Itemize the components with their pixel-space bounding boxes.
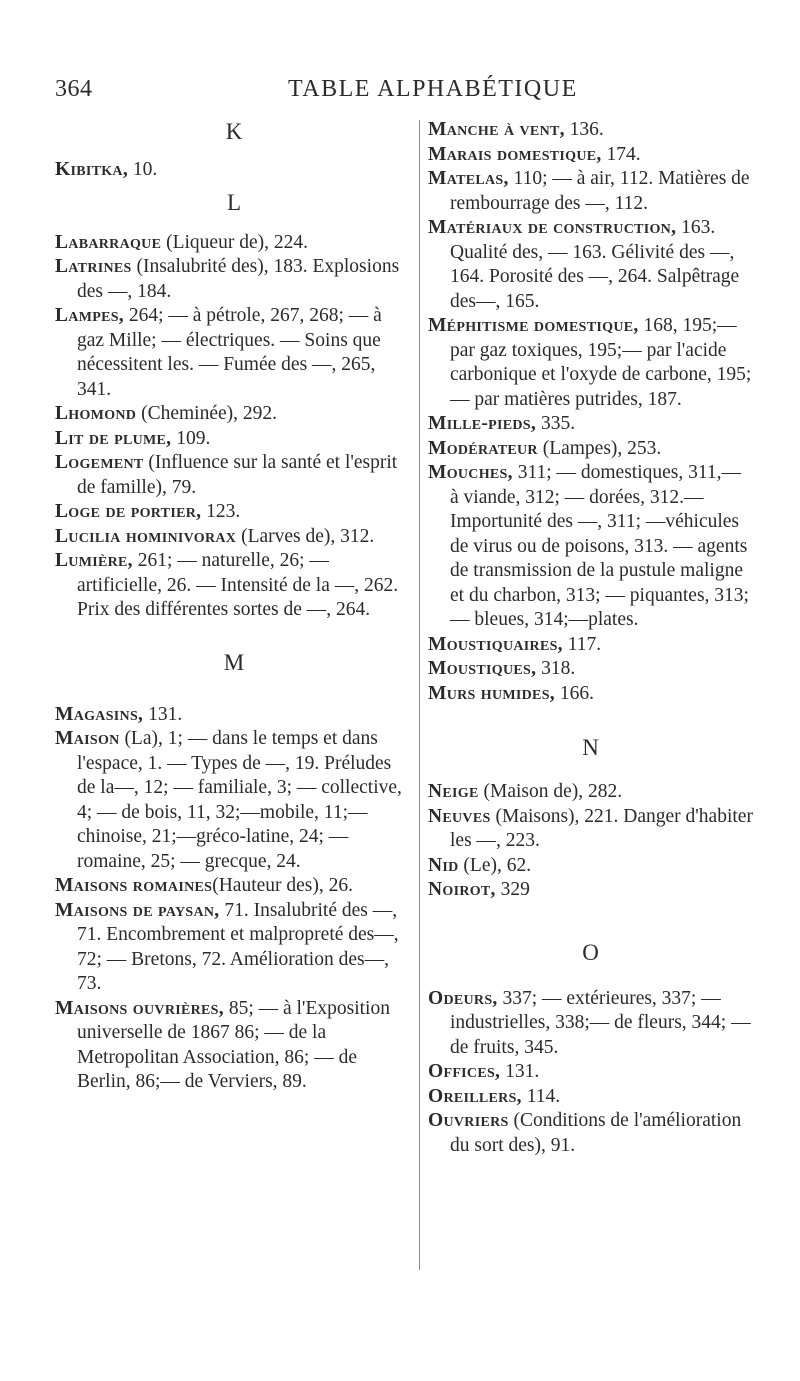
entry-heading: Labarraque xyxy=(55,231,162,253)
index-entry xyxy=(428,1085,753,1110)
index-entry xyxy=(55,255,413,304)
entry-references: (La), 1; — dans le temps et dans l'espace, 1. — Types de —, 19. Préludes de la—, 12; — familiale, 3; — collective, 4; — de bois, 11, 32;—mobile, 11;— chinoise, 21;—gréco-latine, 24; — romaine, 25; — grecque, 24. xyxy=(77,728,402,872)
index-entry xyxy=(55,549,413,623)
entry-references: 174. xyxy=(601,143,641,165)
right-column xyxy=(428,118,753,1158)
index-entry xyxy=(55,304,413,402)
entry-heading: Noirot, xyxy=(428,879,496,900)
entry-heading: Moustiques, xyxy=(428,658,537,679)
index-entry xyxy=(55,525,413,550)
section-letter-n: N xyxy=(582,735,599,760)
entry-references: (Lampes), 253. xyxy=(537,437,662,459)
index-entry xyxy=(55,874,413,899)
entry-heading: Modérateur xyxy=(428,437,538,459)
section-m-continued-entries xyxy=(428,118,753,706)
entry-heading: Ouvriers xyxy=(428,1110,509,1131)
entry-heading: Matelas, xyxy=(428,168,509,189)
index-entry xyxy=(428,1109,753,1158)
section-n-entries xyxy=(428,780,753,903)
index-entry xyxy=(428,118,753,143)
entry-references: 131. xyxy=(143,703,183,725)
entry-references: (Liqueur de), 224. xyxy=(161,231,308,253)
index-entry xyxy=(428,1060,753,1085)
entry-heading: Matériaux de construction, xyxy=(428,217,677,238)
index-entry xyxy=(428,412,753,437)
entry-heading: Loge de portier, xyxy=(55,501,202,522)
section-o-entries xyxy=(428,987,753,1159)
index-entry xyxy=(428,143,753,168)
page-header xyxy=(0,72,800,112)
index-entry xyxy=(428,437,753,462)
entry-references: 123. xyxy=(201,501,241,522)
entry-heading: Murs humides, xyxy=(428,682,555,704)
entry-heading: Logement xyxy=(55,452,144,473)
running-title: TABLE ALPHABÉTIQUE xyxy=(288,76,578,102)
index-entry xyxy=(428,987,753,1061)
entry-references: (Influence sur la santé et l'esprit de famille), 79. xyxy=(77,452,398,498)
index-entry xyxy=(55,997,413,1095)
index-entry xyxy=(428,216,753,314)
section-letter-o: O xyxy=(582,939,599,965)
entry-heading: Mouches, xyxy=(428,462,513,483)
entry-heading: Marais domestique, xyxy=(428,143,602,165)
entry-references: 110; — à air, 112. Matières de rembourrage des —, 112. xyxy=(450,168,750,214)
index-entry xyxy=(55,158,413,183)
entry-references: (Conditions de l'amélioration du sort des), 91. xyxy=(450,1110,742,1156)
entry-references: (Cheminée), 292. xyxy=(136,403,278,424)
index-entry xyxy=(55,727,413,874)
index-entry xyxy=(428,854,753,879)
entry-heading: Maisons de paysan, xyxy=(55,899,220,921)
index-entry xyxy=(428,682,753,707)
entry-references: (Maison de), 282. xyxy=(478,781,623,802)
entry-references: 318. xyxy=(536,658,576,679)
section-k-entries xyxy=(55,158,413,183)
entry-heading: Offices, xyxy=(428,1061,501,1082)
section-letter-l: L xyxy=(226,189,242,215)
entry-references: 261; — naturelle, 26; — artificielle, 26. — Intensité de la —, 262. Prix des différentes sortes de —, 264. xyxy=(77,550,399,620)
entry-heading: Lhomond xyxy=(55,403,137,424)
index-entry xyxy=(428,167,753,216)
entry-heading: Manche à vent, xyxy=(428,119,565,140)
entry-references: 311; — domestiques, 311,— à viande, 312; — dorées, 312.— Importunité des —, 311; —véhicules de virus ou de poisons, 313. — agents de transmission de la pustule maligne et du charbon, 313; — piquantes, 313;— bleues, 314;—plates. xyxy=(450,462,749,630)
entry-heading: Maisons ouvrières, xyxy=(55,997,224,1019)
index-entry xyxy=(428,780,753,805)
index-entry xyxy=(428,461,753,633)
entry-references: (Le), 62. xyxy=(458,854,532,876)
entry-heading: Mille-pieds, xyxy=(428,413,537,434)
entry-references: 163. Qualité des, — 163. Gélivité des —, 164. Porosité des —, 264. Salpêtrage des—, 165. xyxy=(450,217,740,312)
entry-heading: Magasins, xyxy=(55,703,144,725)
entry-heading: Moustiquaires, xyxy=(428,633,563,655)
entry-references: 166. xyxy=(554,682,594,704)
entry-references: (Larves de), 312. xyxy=(236,525,375,547)
entry-heading: Kibitka, xyxy=(55,159,129,180)
index-entry xyxy=(55,703,413,728)
index-entry xyxy=(55,899,413,997)
entry-heading: Neige xyxy=(428,781,479,802)
entry-references: 335. xyxy=(536,413,576,434)
section-letter-k: K xyxy=(225,119,243,144)
entry-heading: Méphitisme domestique, xyxy=(428,315,639,336)
entry-references: (Insalubrité des), 183. Explosions des —, 184. xyxy=(77,256,400,302)
entry-references: 114. xyxy=(521,1085,561,1107)
entry-references: (Maisons), 221. Danger d'habiter les —, 223. xyxy=(450,805,753,851)
entry-heading: Lucilia hominivorax xyxy=(55,525,237,547)
entry-heading: Lumière, xyxy=(55,550,133,571)
entry-heading: Lit de plume, xyxy=(55,427,172,449)
entry-heading: Oreillers, xyxy=(428,1085,522,1107)
entry-references: (Hauteur des), 26. xyxy=(212,875,354,896)
entry-references: 264; — à pétrole, 267, 268; — à gaz Mille; — électriques. — Soins que nécessitent les. — Fumée des —, 265, 341. xyxy=(77,305,382,400)
index-entry xyxy=(428,878,753,903)
index-entry xyxy=(55,500,413,525)
entry-heading: Lampes, xyxy=(55,305,124,326)
entry-references: 168, 195;—par gaz toxiques, 195;— par l'acide carbonique et l'oxyde de carbone, 195; — par matières putrides, 187. xyxy=(450,315,752,410)
entry-heading: Maison xyxy=(55,728,120,749)
index-entry xyxy=(55,231,413,256)
entry-heading: Maisons romaines xyxy=(55,875,213,896)
entry-heading: Odeurs, xyxy=(428,987,498,1009)
entry-references: 329 xyxy=(495,879,530,900)
index-entry xyxy=(428,633,753,658)
index-entry xyxy=(55,402,413,427)
index-entry xyxy=(428,314,753,412)
entry-references: 10. xyxy=(128,159,158,180)
section-m-entries xyxy=(55,703,413,1095)
entry-heading: Latrines xyxy=(55,256,132,277)
index-entry xyxy=(428,657,753,682)
entry-references: 109. xyxy=(171,427,211,449)
entry-references: 131. xyxy=(500,1061,540,1082)
column-divider xyxy=(419,120,420,1270)
page-number: 364 xyxy=(55,76,93,102)
entry-references: 85; — à l'Exposition universelle de 1867 86; — de la Metropolitan Association, 86; — de Berlin, 86;— de Verviers, 89. xyxy=(77,997,390,1092)
entry-heading: Neuves xyxy=(428,805,491,827)
index-entry xyxy=(55,451,413,500)
section-letter-m: M xyxy=(223,649,245,675)
index-entry xyxy=(55,427,413,452)
entry-heading: Nid xyxy=(428,854,459,876)
left-column xyxy=(55,118,413,1095)
entry-references: 136. xyxy=(564,119,604,140)
entry-references: 337; — extérieures, 337; —industrielles, 338;— de fleurs, 344; — de fruits, 345. xyxy=(450,987,751,1058)
entry-references: 117. xyxy=(562,633,602,655)
entry-references: 71. Insalubrité des —, 71. Encombrement et malpropreté des—, 72; — Bretons, 72. Amélioration des—, 73. xyxy=(77,899,399,994)
section-l-entries xyxy=(55,231,413,623)
index-entry xyxy=(428,805,753,854)
